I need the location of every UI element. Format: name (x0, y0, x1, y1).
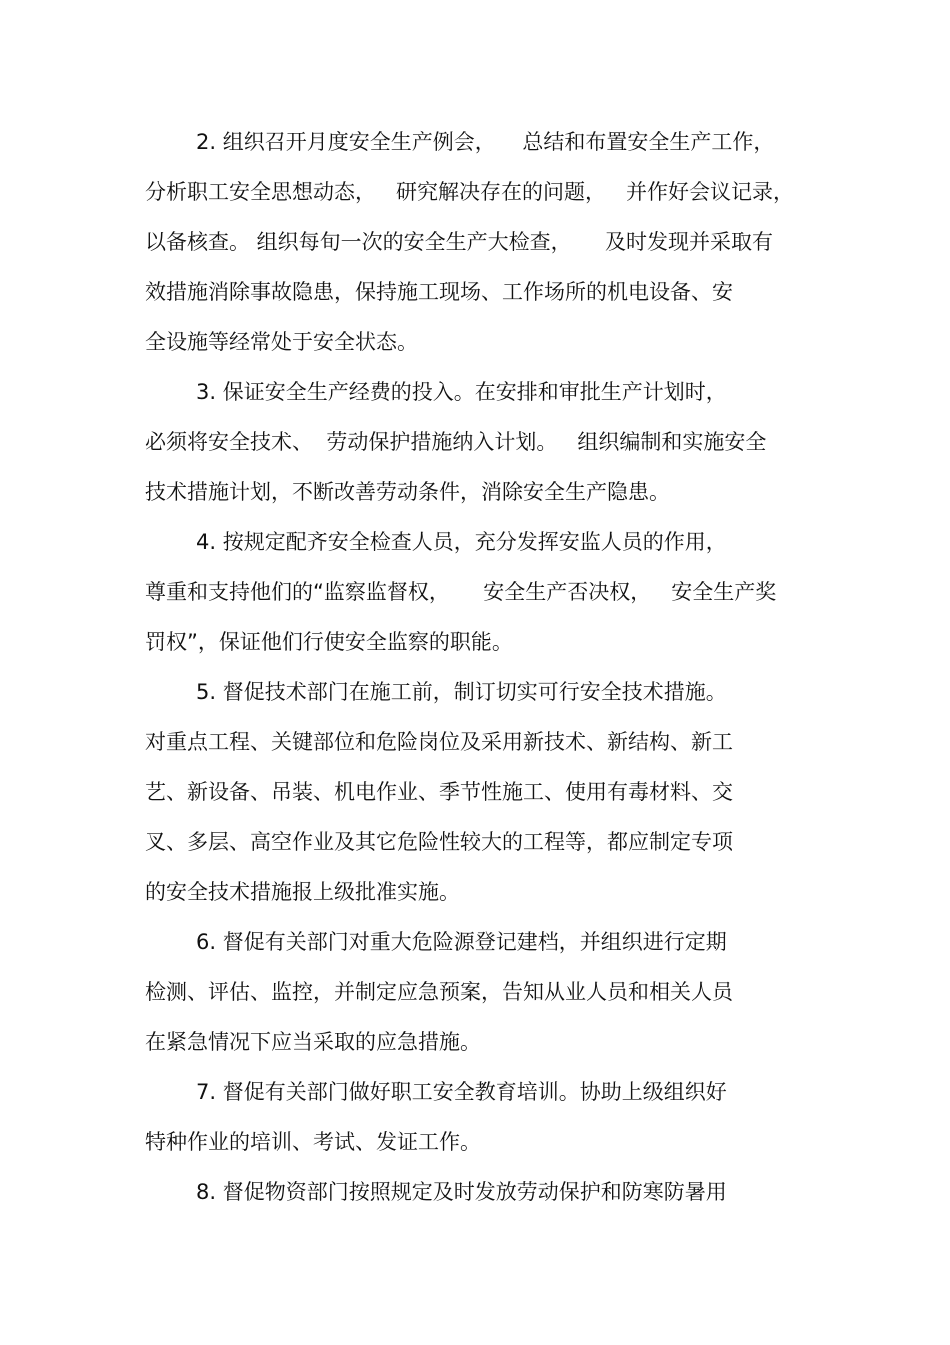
paragraph-6-line-2: 检测、评估、监控，并制定应急预案，告知从业人员和相关人员 (145, 980, 733, 1004)
paragraph-5-line-5: 的安全技术措施报上级批准实施。 (145, 880, 460, 904)
paragraph-5-line-1: 5. 督促技术部门在施工前，制订切实可行安全技术措施。 (196, 680, 727, 704)
paragraph-2-line-2: 分析职工安全思想动态， 研究解决存在的问题， 并作好会议记录， (145, 180, 795, 204)
paragraph-4-line-3: 罚权”，保证他们行使安全监察的职能。 (145, 630, 513, 654)
paragraph-2-line-3: 以备核查。 组织每旬一次的安全生产大检查， 及时发现并采取有 (145, 230, 774, 254)
paragraph-2-line-1: 2. 组织召开月度安全生产例会， 总结和布置安全生产工作， (196, 130, 775, 154)
paragraph-4-line-2: 尊重和支持他们的“监察监督权， 安全生产否决权， 安全生产奖 (145, 580, 777, 604)
paragraph-3-line-3: 技术措施计划，不断改善劳动条件，消除安全生产隐患。 (145, 480, 670, 504)
paragraph-4-line-1: 4. 按规定配齐安全检查人员，充分发挥安监人员的作用， (196, 530, 727, 554)
paragraph-7-line-2: 特种作业的培训、考试、发证工作。 (145, 1130, 481, 1154)
paragraph-5-line-4: 叉、多层、高空作业及其它危险性较大的工程等，都应制定专项 (145, 830, 733, 854)
paragraph-2-line-5: 全设施等经常处于安全状态。 (145, 330, 418, 354)
paragraph-7-line-1: 7. 督促有关部门做好职工安全教育培训。协助上级组织好 (196, 1080, 727, 1104)
paragraph-5-line-2: 对重点工程、关键部位和危险岗位及采用新技术、新结构、新工 (145, 730, 733, 754)
paragraph-3-line-1: 3. 保证安全生产经费的投入。在安排和审批生产计划时， (196, 380, 727, 404)
paragraph-2-line-4: 效措施消除事故隐患，保持施工现场、工作场所的机电设备、安 (145, 280, 733, 304)
paragraph-8-line-1: 8. 督促物资部门按照规定及时发放劳动保护和防寒防暑用 (196, 1180, 727, 1204)
paragraph-5-line-3: 艺、新设备、吊装、机电作业、季节性施工、使用有毒材料、交 (145, 780, 733, 804)
paragraph-6-line-1: 6. 督促有关部门对重大危险源登记建档，并组织进行定期 (196, 930, 727, 954)
paragraph-6-line-3: 在紧急情况下应当采取的应急措施。 (145, 1030, 481, 1054)
paragraph-3-line-2: 必须将安全技术、 劳动保护措施纳入计划。 组织编制和实施安全 (145, 430, 767, 454)
